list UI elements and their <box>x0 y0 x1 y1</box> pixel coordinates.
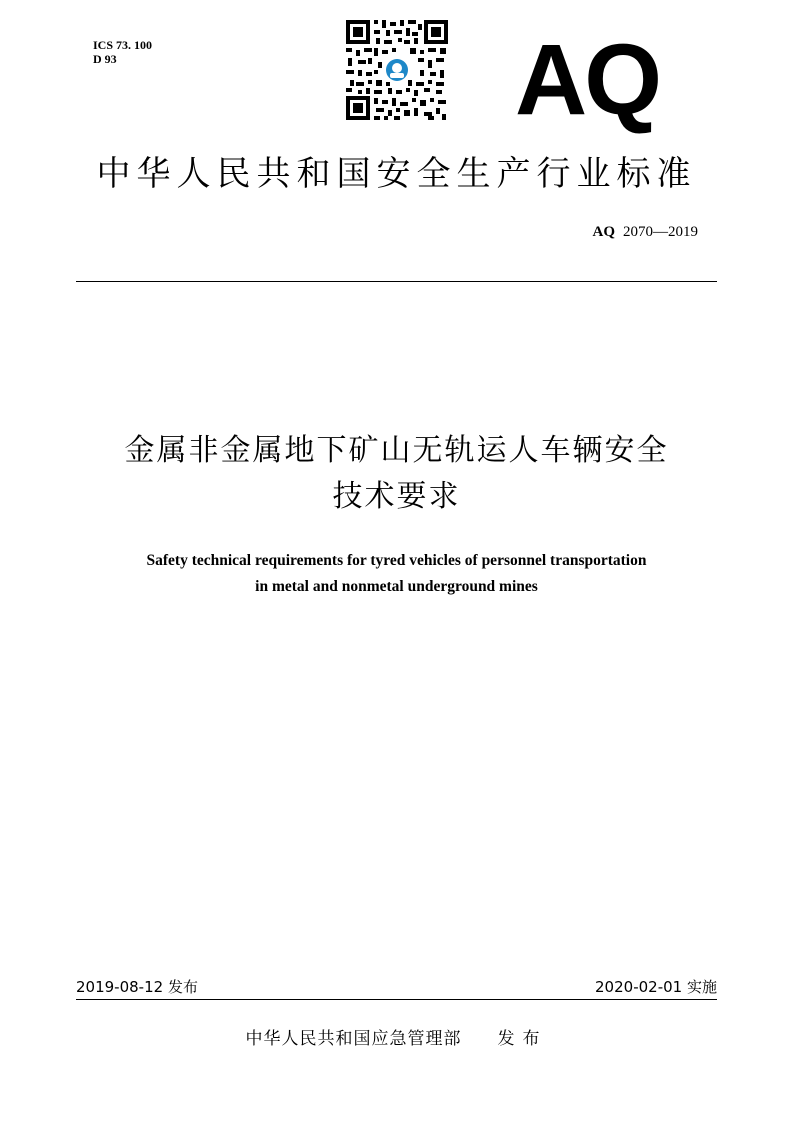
standard-category-title: 中华人民共和国安全生产行业标准 <box>96 154 697 194</box>
issue-date-value: 2019-08-12 <box>76 978 164 996</box>
implementation-date-label: 实施 <box>686 978 717 996</box>
document-title-cn <box>0 428 793 520</box>
document-title-en-line1: Safety technical requirements for tyred vehicles of personnel transportation <box>146 552 647 569</box>
top-divider <box>76 281 717 282</box>
implementation-date-value: 2020-02-01 <box>595 978 683 996</box>
document-title-cn-line2: 技术要求 <box>332 479 461 514</box>
issue-date-label: 发布 <box>167 978 198 996</box>
issue-date <box>76 976 198 997</box>
document-title-cn-line1: 金属非金属地下矿山无轨运人车辆安全 <box>124 433 669 468</box>
publisher-action: 发布 <box>497 1029 548 1049</box>
ics-code: ICS 73. 100 <box>93 38 153 52</box>
document-title-en <box>0 548 793 600</box>
aq-logo: AQ <box>515 24 659 136</box>
standard-number-value: 2070—2019 <box>623 224 698 240</box>
document-title-en-line2: in metal and nonmetal underground mines <box>255 578 538 595</box>
classification-codes <box>93 38 152 66</box>
standard-number-prefix: AQ <box>592 224 615 240</box>
bottom-divider <box>76 999 717 1000</box>
publisher <box>0 1024 793 1049</box>
qr-code-icon[interactable] <box>344 18 450 122</box>
ccs-code: D 93 <box>93 52 117 66</box>
standard-number <box>593 224 699 241</box>
publisher-name: 中华人民共和国应急管理部 <box>245 1029 462 1049</box>
implementation-date <box>595 976 717 997</box>
